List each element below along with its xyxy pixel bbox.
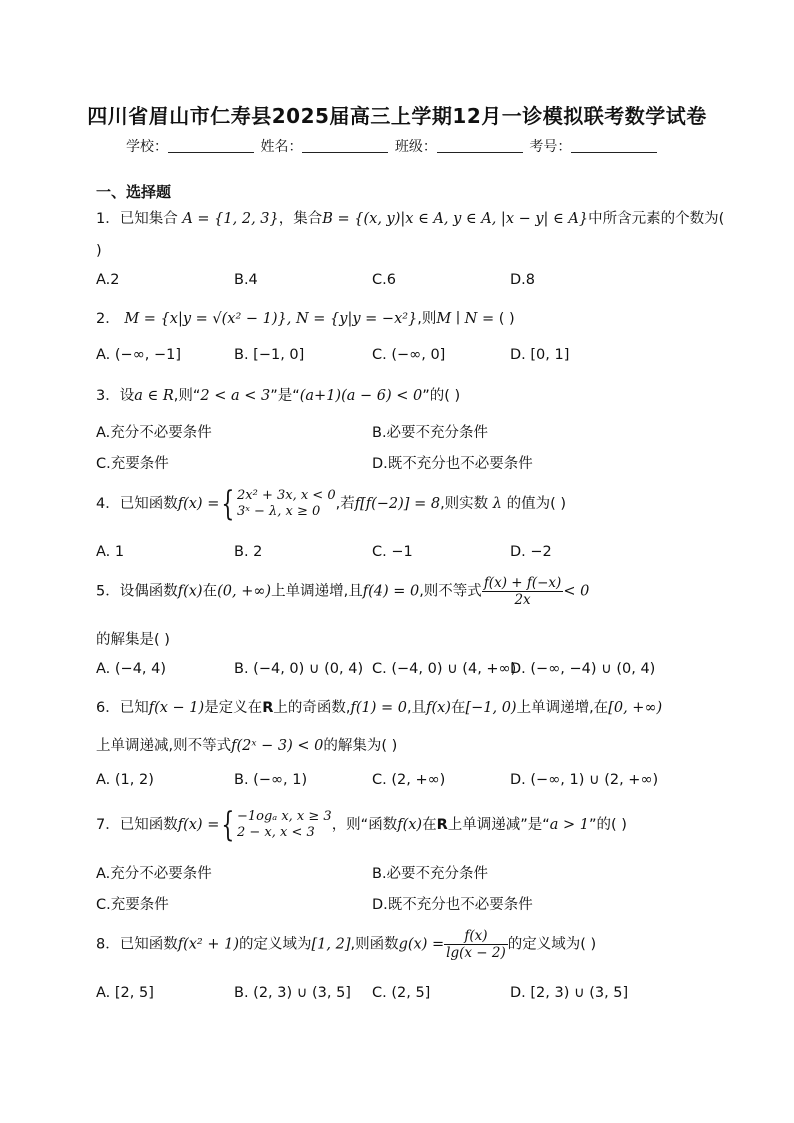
exam-number-blank[interactable] bbox=[571, 138, 657, 153]
q3-mid1: ,则“ bbox=[173, 388, 201, 404]
q7-r: R bbox=[436, 817, 448, 833]
q3-cond2: 2 < a < 3 bbox=[200, 388, 271, 404]
q5-prefix: 5．设偶函数 bbox=[96, 583, 178, 600]
question-5 bbox=[96, 575, 589, 608]
question-8 bbox=[96, 928, 596, 961]
q8-f: f(x² + 1) bbox=[177, 936, 239, 953]
q5-option-a[interactable]: A. (−4, 4) bbox=[96, 661, 167, 677]
school-label: 学校： bbox=[126, 139, 168, 155]
q6-mid4: 在 bbox=[450, 700, 466, 716]
q4-tail: 的值为( ) bbox=[506, 496, 567, 512]
q3-cond3: (a+1)(a − 6) < 0 bbox=[299, 388, 423, 404]
q2-option-b[interactable]: B. [−1, 0] bbox=[234, 347, 305, 363]
q3-suffix: ”的( ) bbox=[422, 388, 461, 404]
q8-option-b[interactable]: B. (2, 3) ∪ (3, 5] bbox=[234, 985, 351, 1001]
q5-mid3: ,则不等式 bbox=[419, 583, 482, 600]
question-6 bbox=[96, 696, 662, 717]
q7-prefix: 7．已知函数 bbox=[96, 817, 178, 833]
q3-cond1: a ∈ R bbox=[134, 388, 174, 404]
q5-tail: < 0 bbox=[563, 583, 590, 600]
class-blank[interactable] bbox=[437, 138, 523, 153]
q7-f: f(x) bbox=[397, 817, 423, 833]
q8-option-c[interactable]: C. (2, 5] bbox=[372, 985, 431, 1001]
q7-case2: 2 − x, x < 3 bbox=[237, 825, 315, 840]
name-label: 姓名： bbox=[260, 139, 303, 155]
q2-option-c[interactable]: C. (−∞, 0] bbox=[372, 347, 446, 363]
q1-mid: ，集合 bbox=[278, 211, 323, 227]
q6-r: R bbox=[262, 700, 274, 716]
q7-cond: a > 1 bbox=[549, 817, 590, 833]
q3-mid2: ”是“ bbox=[270, 388, 300, 404]
q6-line2b: 的解集为( ) bbox=[323, 738, 398, 754]
q1-set-a: A = {1, 2, 3} bbox=[182, 211, 279, 227]
exam-title: 四川省眉山市仁寿县2025届高三上学期12月一诊模拟联考数学试卷 bbox=[87, 104, 707, 128]
q2-expr: M ∣ N bbox=[436, 311, 478, 327]
q6-prefix: 6．已知 bbox=[96, 700, 149, 716]
q4-suffix: ,则实数 bbox=[440, 496, 489, 512]
q6-f1: f(x − 1) bbox=[148, 700, 205, 716]
q2-option-a[interactable]: A. (−∞, −1] bbox=[96, 347, 182, 363]
q1-option-d[interactable]: D.8 bbox=[510, 272, 535, 288]
q4-option-b[interactable]: B. 2 bbox=[234, 544, 263, 560]
q2-tail: = ( ) bbox=[481, 311, 515, 327]
q1-option-c[interactable]: C.6 bbox=[372, 272, 396, 288]
q1-set-b: B = {(x, y)|x ∈ A, y ∈ A, |x − y| ∈ A} bbox=[322, 211, 589, 227]
q4-prefix: 4．已知函数 bbox=[96, 496, 178, 512]
q6-option-b[interactable]: B. (−∞, 1) bbox=[234, 772, 308, 788]
q2-option-d[interactable]: D. [0, 1] bbox=[510, 347, 570, 363]
q1-option-b[interactable]: B.4 bbox=[234, 272, 258, 288]
q6-mid2: 上的奇函数, bbox=[273, 700, 351, 716]
q8-prefix: 8．已知函数 bbox=[96, 936, 178, 953]
q8-fraction bbox=[444, 928, 508, 961]
q4-fx: f(x) = bbox=[177, 496, 220, 512]
question-3 bbox=[96, 384, 460, 405]
q8-numerator: f(x) bbox=[444, 928, 508, 945]
q6-mid3: ,且 bbox=[406, 700, 427, 716]
q4-mid: ,若 bbox=[335, 496, 355, 512]
q6-option-a[interactable]: A. (1, 2) bbox=[96, 772, 154, 788]
question-1 bbox=[96, 207, 724, 228]
q7-fx: f(x) = bbox=[177, 817, 220, 833]
q4-case1: 2x² + 3x, x < 0 bbox=[237, 488, 336, 503]
q3-option-d[interactable]: D.既不充分也不必要条件 bbox=[372, 456, 533, 472]
q3-option-a[interactable]: A.充分不必要条件 bbox=[96, 425, 212, 441]
q4-cond: f[f(−2)] = 8 bbox=[354, 496, 441, 512]
q7-option-b[interactable]: B.必要不充分条件 bbox=[372, 866, 489, 882]
q1-option-a[interactable]: A.2 bbox=[96, 272, 120, 288]
q8-option-a[interactable]: A. [2, 5] bbox=[96, 985, 154, 1001]
q6-line2 bbox=[96, 734, 397, 755]
q5-option-c[interactable]: C. (−4, 0) ∪ (4, +∞) bbox=[372, 661, 517, 677]
q4-option-c[interactable]: C. −1 bbox=[372, 544, 413, 560]
q6-mid1: 是定义在 bbox=[204, 700, 263, 716]
q7-mid: ，则“函数 bbox=[331, 817, 398, 833]
q4-lambda: λ bbox=[492, 496, 502, 512]
q5-denominator: 2x bbox=[514, 592, 531, 608]
q2-set-m: M = {x|y = √(x² − 1)} bbox=[124, 311, 287, 327]
q7-case1: −1ogₐ x, x ≥ 3 bbox=[237, 809, 332, 824]
q5-numerator: f(x) + f(−x) bbox=[483, 575, 562, 591]
student-info-row bbox=[126, 136, 659, 156]
class-label: 班级： bbox=[394, 139, 437, 155]
q1-close: ) bbox=[96, 243, 102, 259]
school-blank[interactable] bbox=[168, 138, 254, 153]
q6-ineq: f(2ˣ − 3) < 0 bbox=[231, 738, 324, 754]
q4-option-d[interactable]: D. −2 bbox=[510, 544, 552, 560]
question-4 bbox=[96, 484, 566, 524]
q3-prefix: 3．设 bbox=[96, 388, 135, 404]
q8-suffix: 的定义域为( ) bbox=[507, 936, 597, 953]
q7-mid3: 上单调递减”是“ bbox=[447, 817, 550, 833]
q8-option-d[interactable]: D. [2, 3) ∪ (3, 5] bbox=[510, 985, 629, 1001]
q8-g: g(x) = bbox=[398, 936, 445, 953]
q4-piecewise bbox=[237, 488, 336, 520]
q6-mid5: 上单调递增,在 bbox=[516, 700, 609, 716]
left-brace-icon: { bbox=[221, 805, 235, 845]
q7-piecewise bbox=[237, 809, 332, 841]
q6-f2: f(1) = 0 bbox=[350, 700, 407, 716]
q5-fx: f(x) bbox=[177, 583, 203, 600]
q6-option-c[interactable]: C. (2, +∞) bbox=[372, 772, 446, 788]
left-brace-icon: { bbox=[221, 484, 235, 524]
q6-line2a: 上单调递减,则不等式 bbox=[96, 738, 232, 754]
q6-f3: f(x) bbox=[426, 700, 451, 716]
q8-dom: [1, 2] bbox=[311, 936, 351, 953]
q7-suffix: ”的( ) bbox=[589, 817, 627, 833]
q3-option-b[interactable]: B.必要不充分条件 bbox=[372, 425, 489, 441]
q5-mid1: 在 bbox=[202, 583, 218, 600]
q5-option-b[interactable]: B. (−4, 0) ∪ (0, 4) bbox=[234, 661, 364, 677]
name-blank[interactable] bbox=[302, 138, 388, 153]
question-2 bbox=[96, 307, 515, 328]
q1-prefix: 1．已知集合 bbox=[96, 211, 178, 227]
q6-i2: [0, +∞) bbox=[608, 700, 663, 716]
q8-mid: 的定义域为 bbox=[239, 936, 312, 953]
q7-option-a[interactable]: A.充分不必要条件 bbox=[96, 866, 212, 882]
q6-option-d[interactable]: D. (−∞, 1) ∪ (2, +∞) bbox=[510, 772, 659, 788]
q4-case2: 3ˣ − λ, x ≥ 0 bbox=[237, 504, 321, 519]
q5-mid2: 上单调递增,且 bbox=[271, 583, 363, 600]
q6-i1: [−1, 0) bbox=[465, 700, 517, 716]
q7-option-c[interactable]: C.充要条件 bbox=[96, 897, 169, 913]
q8-mid2: ,则函数 bbox=[350, 936, 399, 953]
question-7 bbox=[96, 805, 627, 845]
q5-option-d[interactable]: D. (−∞, −4) ∪ (0, 4) bbox=[510, 661, 656, 677]
q2-set-n: , N = {y|y = −x²} bbox=[286, 311, 418, 327]
q2-prefix: 2． bbox=[96, 311, 120, 327]
q5-fraction bbox=[482, 575, 564, 608]
q2-suffix: ,则 bbox=[417, 311, 437, 327]
q8-denominator: lg(x − 2) bbox=[446, 945, 506, 961]
q5-cond: f(4) = 0 bbox=[362, 583, 420, 600]
q7-option-d[interactable]: D.既不充分也不必要条件 bbox=[372, 897, 533, 913]
exam-number-label: 考号： bbox=[529, 139, 572, 155]
q5-line2: 的解集是( ) bbox=[96, 632, 170, 648]
section-title: 一、选择题 bbox=[96, 183, 172, 201]
q4-option-a[interactable]: A. 1 bbox=[96, 544, 125, 560]
q3-option-c[interactable]: C.充要条件 bbox=[96, 456, 169, 472]
q1-suffix: 中所含元素的个数为( bbox=[588, 211, 725, 227]
q7-mid2: 在 bbox=[422, 817, 437, 833]
q5-interval: (0, +∞) bbox=[217, 583, 272, 600]
